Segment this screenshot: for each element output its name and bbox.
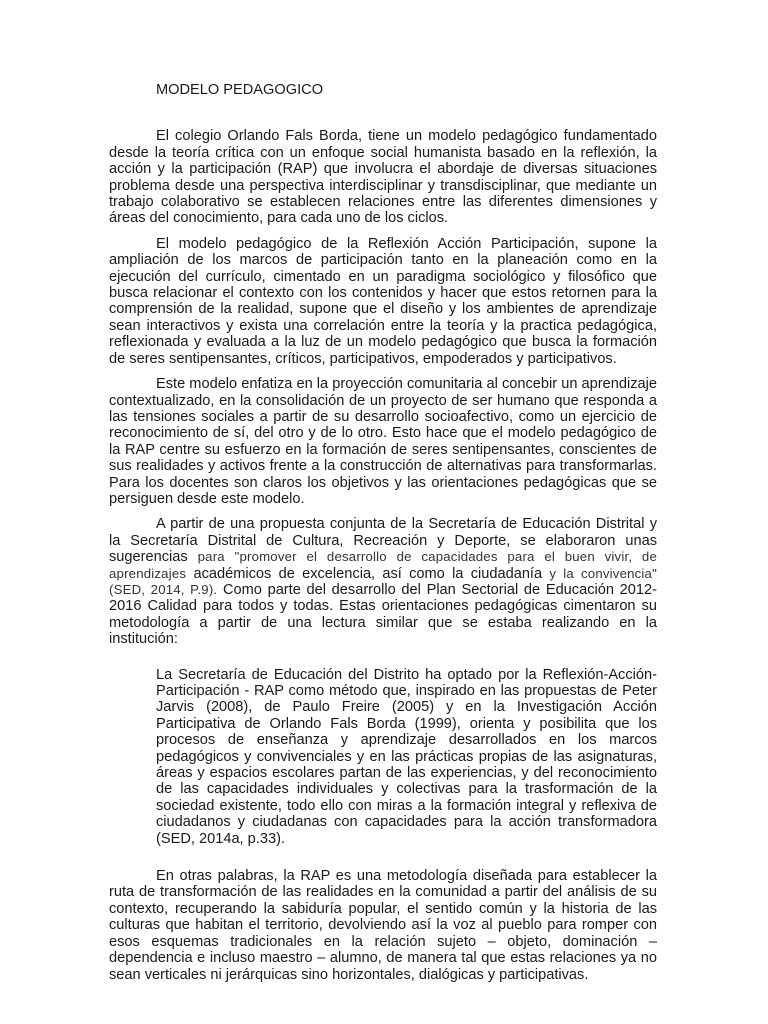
inline-quote-part-b: y la convivencia" (SED, 2014, P.9).	[109, 565, 657, 597]
block-quote-sed: La Secretaría de Educación del Distrito ha optado por la Reflexión-Acción-Participación - RAP como método que, inspirado en las propuestas de Peter Jarvis (2008), de Paulo Freire (2005) y en la Investigación Acción Participativa de Orlando Fals Borda (1999), orienta y posibilita que los procesos de enseñanza y aprendizaje desarrollados en los marcos pedagógicos y convivenciales y en las prácticas propias de las asignaturas, áreas y espacios escolares partan de las experiencias, y del reconocimiento de las capacidades individuales y colectivas para la trasformación de la sociedad existente, todo ello con miras a la formación integral y reflexiva de ciudadanos y ciudadanas con capacidades para la acción transformadora (SED, 2014a, p.33).	[156, 666, 657, 847]
paragraph-community-projection: Este modelo enfatiza en la proyección comunitaria al concebir un aprendizaje contextualizado, en la consolidación de un proyecto de ser humano que responda a las tensiones sociales a partir de su desarrollo socioafectivo, como un ejercicio de reconocimiento de sí, del otro y de lo otro. Esto hace que el modelo pedagógico de la RAP centre su esfuerzo en la formación de seres sentipensantes, conscientes de sus realidades y activos frente a la construcción de alternativas para transformarlas. Para los docentes son claros los objetivos y las orientaciones pedagógicas que se persiguen desde este modelo.	[109, 376, 657, 507]
paragraph-rap-model: El modelo pedagógico de la Reflexión Acción Participación, supone la ampliación de los marcos de participación tanto en la planeación como en la ejecución del currículo, cimentado en un paradigma sociológico y filosófico que busca relacionar el contexto con los contenidos y hacer que estos retornen para la comprensión de la realidad, supone que el diseño y los ambientes de aprendizaje sean interactivos y exista una correlación entre la teoría y la practica pedagógica, reflexionada y evaluada a la luz de un modelo pedagógico que busca la formación de seres sentipensantes, críticos, participativos, empoderados y participativos.	[109, 235, 657, 367]
paragraph-proposal-start: A partir de una propuesta conjunta de la Secretaría de Educación Distrital y la Secretaría Distrital de Cultura, Recreación y Deporte, se elaboraron unas sugerencias	[109, 516, 657, 566]
paragraph-secretaria-proposal	[109, 516, 657, 647]
paragraph-conclusion: En otras palabras, la RAP es una metodología diseñada para establecer la ruta de transformación de las realidades en la comunidad a partir del análisis de su contexto, recuperando la sabiduría popular, el sentido común y la historia de las culturas que habitan el territorio, devolviendo así la voz al pueblo para romper con esos esquemas tradicionales en la relación sujeto – objeto, dominación – dependencia e incluso maestro – alumno, de manera tal que estas relaciones ya no sean verticales ni jerárquicas sino horizontales, dialógicas y participativas.	[109, 868, 657, 983]
document-page	[109, 82, 657, 983]
paragraph-proposal-middle: académicos de excelencia, así como la ciudadanía	[186, 565, 550, 582]
paragraph-proposal-end: Como parte del desarrollo del Plan Sectorial de Educación 2012-2016 Calidad para todos y todas. Estas orientaciones pedagógicas cimentaron su metodología a partir de una lectura similar que se estaba realizando en la institución:	[109, 581, 657, 648]
inline-quote-part-a: para "promover el desarrollo de capacidades para el buen vivir, de aprendizajes	[109, 549, 658, 581]
document-title: MODELO PEDAGOGICO	[156, 82, 324, 98]
paragraph-intro: El colegio Orlando Fals Borda, tiene un modelo pedagógico fundamentado desde la teoría crítica con un enfoque social humanista basado en la reflexión, la acción y la participación (RAP) que involucra el abordaje de diversas situaciones problema desde una perspectiva interdisciplinar y transdisciplinar, que mediante un trabajo colaborativo se establecen relaciones entre las diferentes dimensiones y áreas del conocimiento, para cada uno de los ciclos.	[109, 128, 657, 227]
